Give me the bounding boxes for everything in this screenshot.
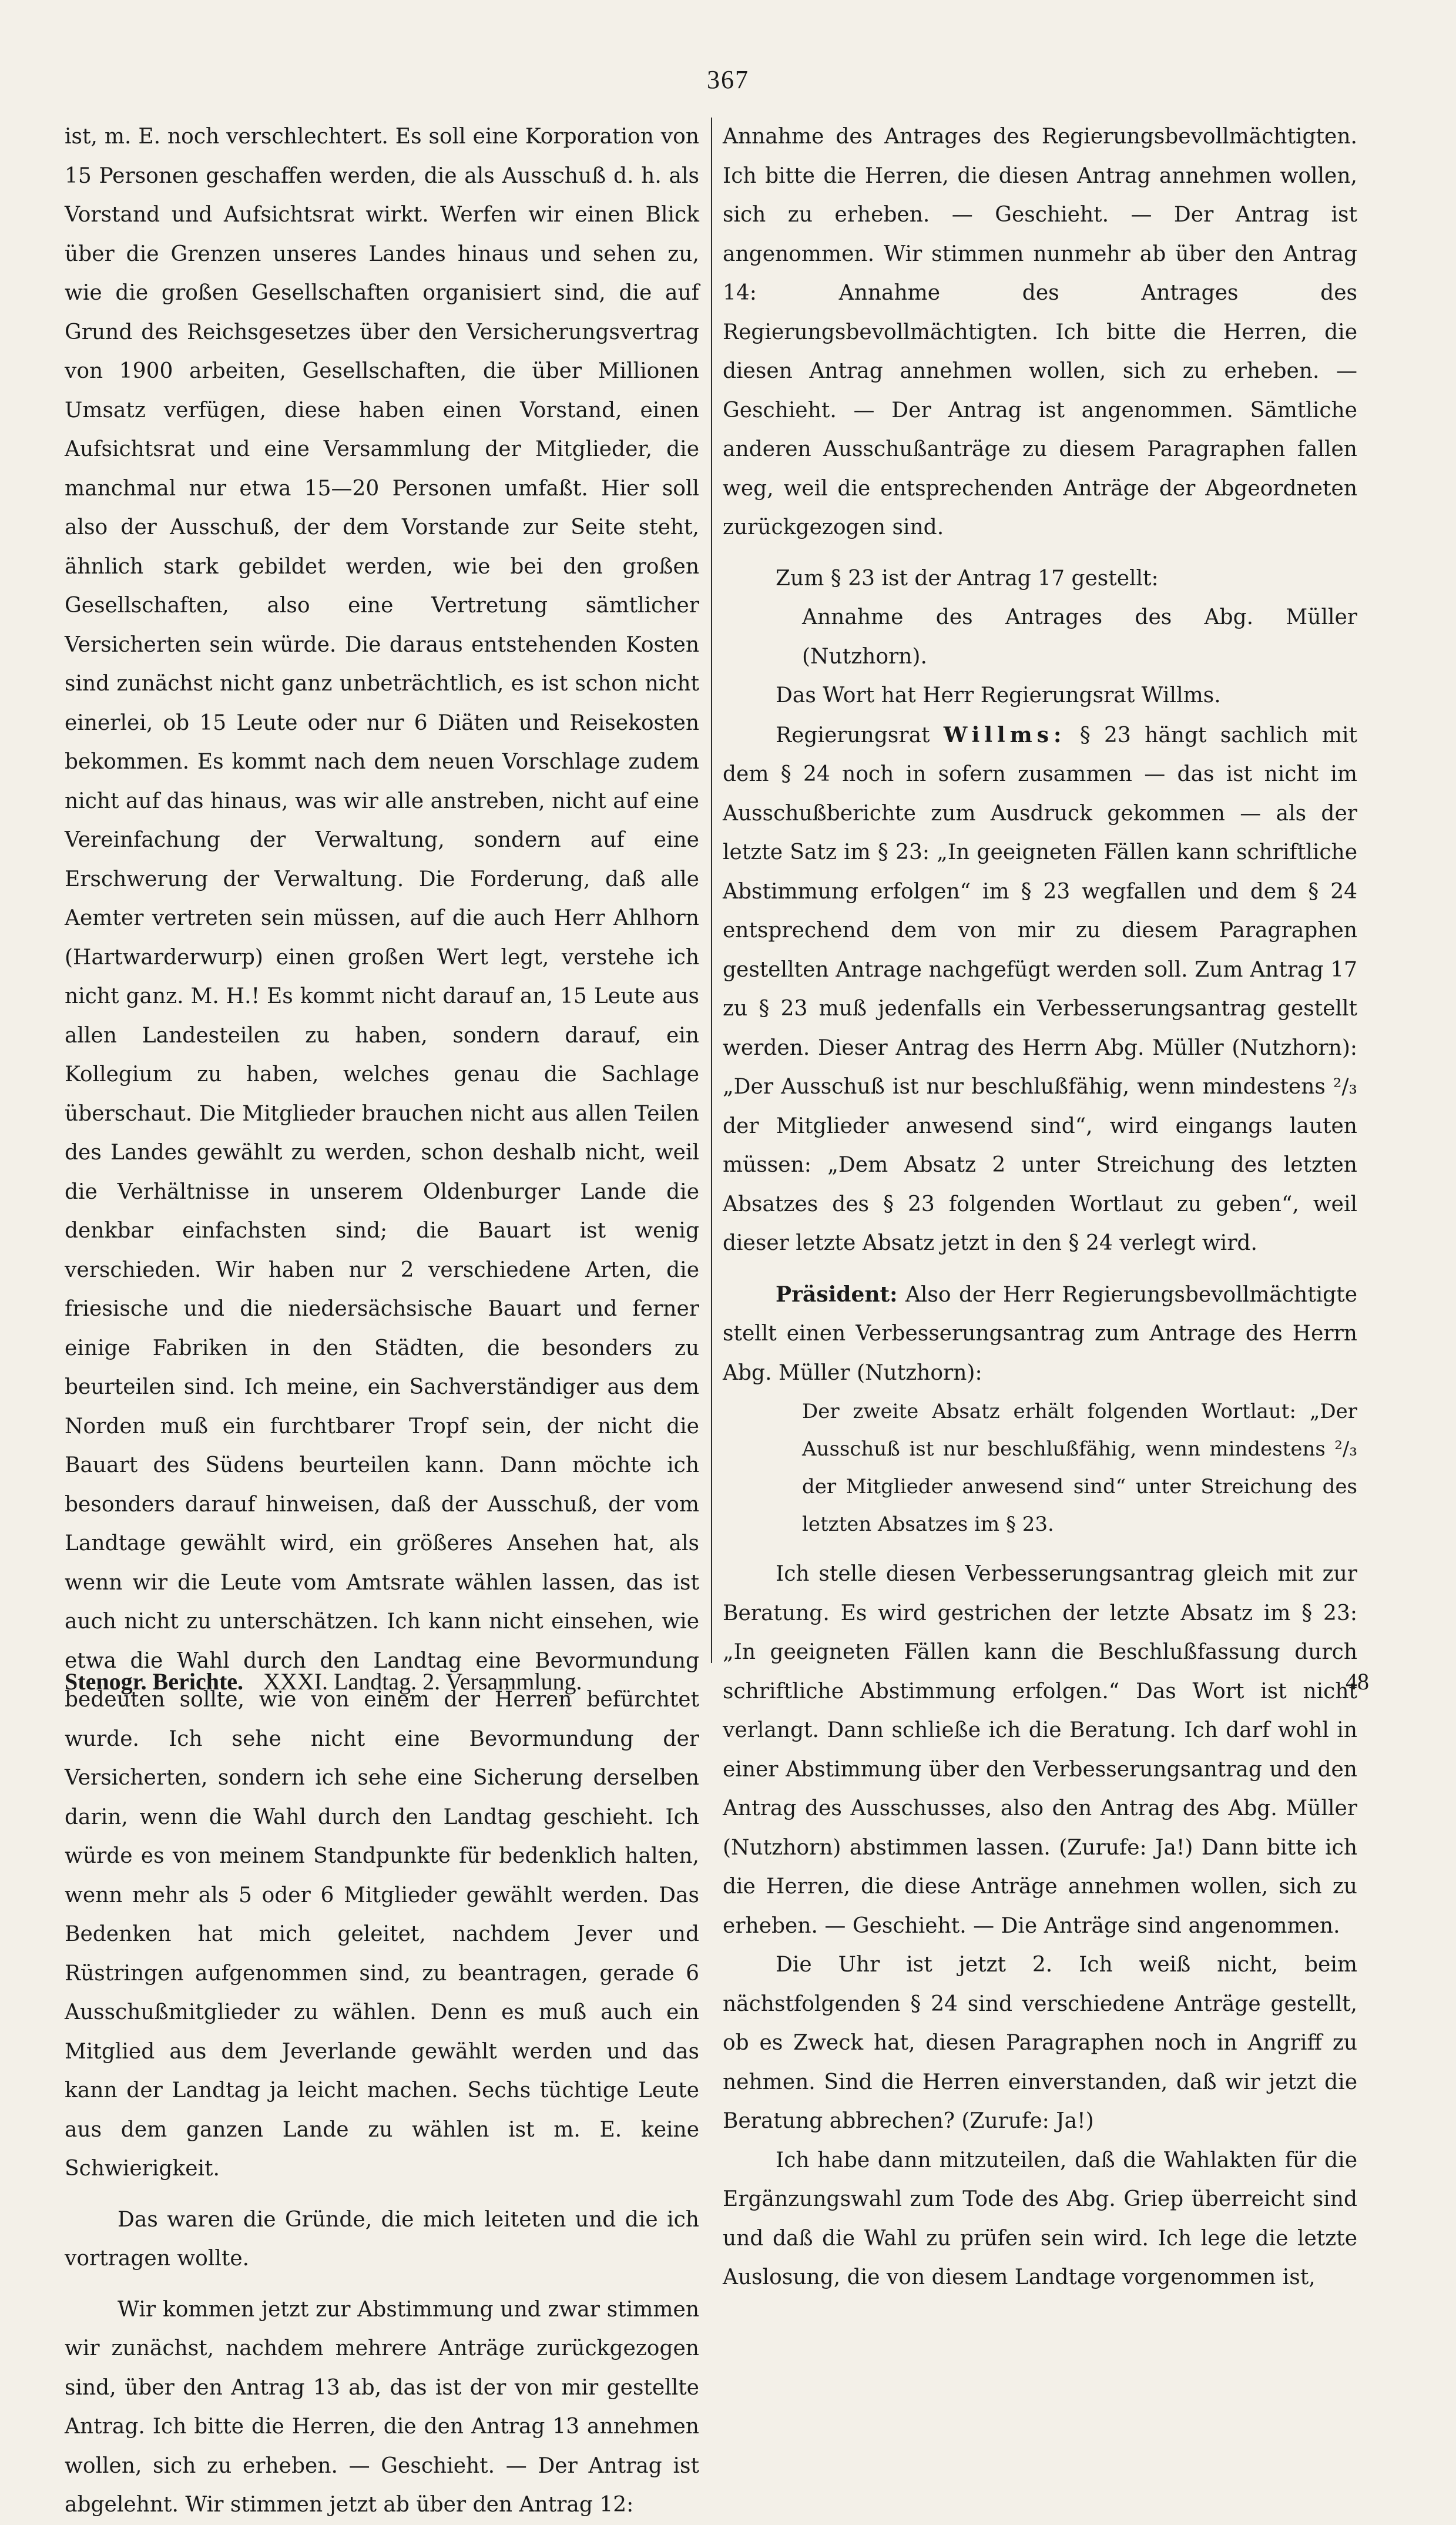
quoted-motion: Annahme des Antrages des Abg. Müller (Nutzhorn). (802, 605, 1357, 669)
paragraph: Ich habe dann mitzuteilen, daß die Wahlakten für die Ergänzungswahl zum Tode des Abg. Griep überreicht sind und daß die Wahl zu prüfen sein wird. Ich lege die letzte Auslosung, die von diesem Landtage vorgenommen ist, (723, 2148, 1357, 2289)
sheet-number: 48 (1346, 1668, 1369, 1695)
paragraph: Die Uhr ist jetzt 2. Ich weiß nicht, beim nächstfolgenden § 24 sind verschiedene Anträge gestellt, ob es Zweck hat, diesen Paragraphen noch in Angriff zu nehmen. Sind die Herren einverstanden, daß wir jetzt die Beratung abbrechen? (Zurufe: Ja!) (723, 1953, 1357, 2133)
paragraph: Zum § 23 ist der Antrag 17 gestellt: (776, 566, 1159, 591)
speech-text: § 23 hängt sachlich mit dem § 24 noch in sofern zusammen — das ist nicht im Ausschußberichte zum Ausdruck gekommen — als der letzte Satz im § 23: „In geeigneten Fällen kann schriftliche Abstimmung erfolgen“ im § 23 wegfallen und dem § 24 entsprechend dem von mir zu diesem Paragraphen gestellten Antrage nachgefügt werden soll. Zum Antrag 17 zu § 23 muß jedenfalls ein Verbesserungsantrag gestellt werden. Dieser Antrag des Herrn Abg. Müller (Nutzhorn): „Der Ausschuß ist nur beschlußfähig, wenn mindestens ²/₃ der Mitglieder anwesend sind“, wird eingangs lauten müssen: „Dem Absatz 2 unter Streichung des letzten Absatzes des § 23 folgenden Wortlaut zu geben“, weil dieser letzte Absatz jetzt in den § 24 verlegt wird. (723, 723, 1357, 1255)
right-column (723, 118, 1357, 2298)
paragraph: Das waren die Gründe, die mich leiteten und die ich vortragen wollte. (65, 2207, 699, 2271)
paragraph: ist, m. E. noch verschlechtert. Es soll eine Korporation von 15 Personen geschaffen werden, die als Ausschuß d. h. als Vorstand und Aufsichtsrat wirkt. Werfen wir einen Blick über die Grenzen unseres Landes hinaus und sehen zu, wie die großen Gesellschaften organisiert sind, die auf Grund des Reichsgesetzes über den Versicherungsvertrag von 1900 arbeiten, Gesellschaften, die über Millionen Umsatz verfügen, diese haben einen Vorstand, einen Aufsichtsrat und eine Versammlung der Mitglieder, die manchmal nur etwa 15—20 Personen umfaßt. Hier soll also der Ausschuß, der dem Vorstande zur Seite steht, ähnlich stark gebildet werden, wie bei den großen Gesellschaften, also eine Vertretung sämtlicher Versicherten sein würde. Die daraus entstehenden Kosten sind zunächst nicht ganz unbeträchtlich, es ist schon nicht einerlei, ob 15 Leute oder nur 6 Diäten und Reisekosten bekommen. Es kommt nach dem neuen Vorschlage zudem nicht auf das hinaus, was wir alle anstreben, nicht auf eine Vereinfachung der Verwaltung, sondern auf eine Erschwerung der Verwaltung. Die Forderung, daß alle Aemter vertreten sein müssen, auf die auch Herr Ahlhorn (Hartwarderwurp) einen großen Wert legt, verstehe ich nicht ganz. M. H.! Es kommt nicht darauf an, 15 Leute aus allen Landesteilen zu haben, sondern darauf, ein Kollegium zu haben, welches genau die Sachlage überschaut. Die Mitglieder brauchen nicht aus allen Teilen des Landes gewählt zu werden, schon deshalb nicht, weil die Verhältnisse in unserem Oldenburger Lande die denkbar einfachsten sind; die Bauart ist wenig verschieden. Wir haben nur 2 verschiedene Arten, die friesische und die niedersächsische Bauart und ferner einige Fabriken in den Städten, die besonders zu beurteilen sind. Ich meine, ein Sachverständiger aus dem Norden muß ein furchtbarer Tropf sein, der nicht die Bauart des Südens beurteilen kann. Dann möchte ich besonders darauf hinweisen, daß der Ausschuß, der vom Landtage gewählt wird, ein größeres Ansehen hat, als wenn wir die Leute vom Amtsrate wählen lassen, das ist auch nicht zu unterschätzen. Ich kann nicht einsehen, wie etwa die Wahl durch den Landtag eine Bevormundung bedeuten sollte, wie von einem der Herren befürchtet wurde. Ich sehe nicht eine Bevormundung der Versicherten, sondern ich sehe eine Sicherung derselben darin, wenn die Wahl durch den Landtag geschieht. Ich würde es von meinem Standpunkte für bedenklich halten, wenn mehr als 5 oder 6 Mitglieder gewählt werden. Das Bedenken hat mich geleitet, nachdem Jever und Rüstringen aufgenommen sind, zu beantragen, gerade 6 Ausschußmitglieder zu wählen. Denn es muß auch ein Mitglied aus dem Jeverlande gewählt werden und das kann der Landtag ja leicht machen. Sechs tüchtige Leute aus dem ganzen Lande zu wählen ist m. E. keine Schwierigkeit. (65, 125, 699, 2181)
paragraph: Annahme des Antrages des Regierungsbevollmächtigten. Ich bitte die Herren, die diesen Antrag annehmen wollen, sich zu erheben. — Geschieht. — Der Antrag ist angenommen. Wir stimmen nunmehr ab über den Antrag 14: Annahme des Antrages des Regierungsbevollmächtigten. Ich bitte die Herren, die diesen Antrag annehmen wollen, sich zu erheben. — Geschieht. — Der Antrag ist angenommen. Sämtliche anderen Ausschußanträge zu diesem Paragraphen fallen weg, weil die entsprechenden Anträge der Abgeordneten zurückgezogen sind. (723, 125, 1357, 539)
paragraph: Das Wort hat Herr Regierungsrat Willms. (776, 683, 1221, 707)
footer-session: XXXI. Landtag. 2. Versammlung. (263, 1668, 582, 1695)
page-number: 367 (707, 65, 749, 94)
speaker-name: Präsident: (776, 1282, 898, 1307)
speech-president (723, 1275, 1357, 1393)
speaker-name: Willms: (943, 722, 1066, 747)
paragraph: Wir kommen jetzt zur Abstimmung und zwar stimmen wir zunächst, nachdem mehrere Anträge zurückgezogen sind, über den Antrag 13 ab, das ist der von mir gestellte Antrag. Ich bitte die Herren, die den Antrag 13 annehmen wollen, sich zu erheben. — Geschieht. — Der Antrag ist abgelehnt. Wir stimmen jetzt ab über den Antrag 12: (65, 2297, 699, 2517)
page-footer (65, 1664, 1369, 1699)
quoted-motion: Der zweite Absatz erhält folgenden Wortlaut: „Der Ausschuß ist nur beschlußfähig, wenn mindestens ²/₃ der Mitglieder anwesend sind“ unter Streichung des letzten Absatzes im § 23. (802, 1400, 1357, 1536)
footer-brand: Stenogr. Berichte. (65, 1668, 244, 1695)
paragraph: Ich stelle diesen Verbesserungsantrag gleich mit zur Beratung. Es wird gestrichen der letzte Absatz im § 23: „In geeigneten Fällen kann die Beschlußfassung durch schriftliche Abstimmung erfolgen.“ Das Wort ist nicht verlangt. Dann schließe ich die Beratung. Ich darf wohl in einer Abstimmung über den Verbesserungsantrag und den Antrag des Ausschusses, also den Antrag des Abg. Müller (Nutzhorn) abstimmen lassen. (Zurufe: Ja!) Dann bitte ich die Herren, die diese Anträge annehmen wollen, sich zu erheben. — Geschieht. — Die Anträge sind angenommen. (723, 1562, 1357, 1938)
column-divider (711, 118, 712, 1663)
speech-text: Also der Herr Regierungsbevollmächtigte stellt einen Verbesserungsantrag zum Antrage des Herrn Abg. Müller (Nutzhorn): (723, 1282, 1357, 1385)
speech-willms (723, 716, 1357, 1263)
left-column (65, 118, 699, 2525)
speaker-title: Regierungsrat (776, 723, 930, 747)
